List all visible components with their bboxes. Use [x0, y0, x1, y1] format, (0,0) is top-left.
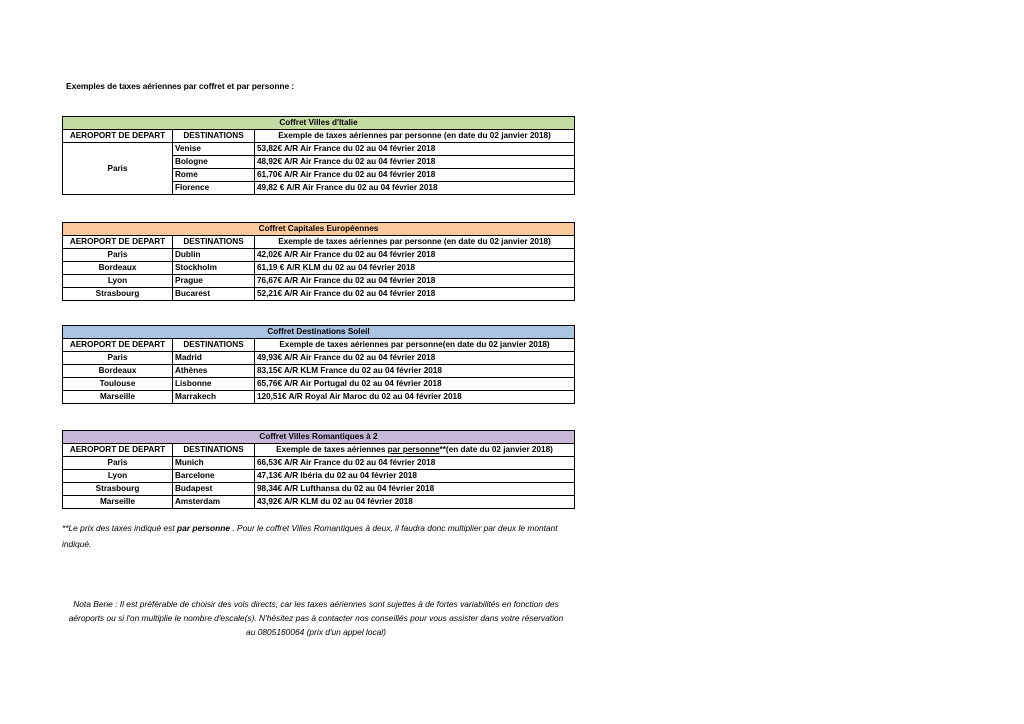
tax-cell: 120,51€ A/R Royal Air Maroc du 02 au 04 février 2018	[255, 391, 575, 404]
table-row	[63, 457, 575, 470]
table-row	[63, 143, 575, 156]
table-row	[63, 352, 575, 365]
destination-cell: Florence	[173, 182, 255, 195]
footnote-pre: **Le prix des taxes indiqué est	[62, 523, 177, 533]
footnote-bold: par personne	[177, 523, 231, 533]
table-title: Coffret Villes d'Italie	[63, 117, 575, 130]
tax-cell: 65,76€ A/R Air Portugal du 02 au 04 février 2018	[255, 378, 575, 391]
destination-cell: Stockholm	[173, 262, 255, 275]
header-tax: Exemple de taxes aériennes par personne(en date du 02 janvier 2018)	[255, 339, 575, 352]
table-row	[63, 365, 575, 378]
destination-cell: Munich	[173, 457, 255, 470]
tax-cell: 61,70€ A/R Air France du 02 au 04 février 2018	[255, 169, 575, 182]
tax-cell: 47,13€ A/R Ibéria du 02 au 04 février 2018	[255, 470, 575, 483]
table-title: Coffret Villes Romantiques à 2	[63, 431, 575, 444]
airport-cell: Strasbourg	[63, 483, 173, 496]
table-row	[63, 378, 575, 391]
airport-cell: Paris	[63, 352, 173, 365]
airport-cell: Paris	[63, 249, 173, 262]
header-tax-post: **(en date du 02 janvier 2018)	[439, 445, 553, 454]
table-row	[63, 288, 575, 301]
header-airport: AEROPORT DE DEPART	[63, 339, 173, 352]
table-coffret-capitales-europeennes	[62, 222, 575, 301]
header-destinations: DESTINATIONS	[173, 130, 255, 143]
footnote-post: . Pour le coffret Villes Romantiques à deux, il faudra donc multiplier par deux le montant indiqué.	[62, 523, 558, 549]
table-row	[63, 483, 575, 496]
table-row	[63, 391, 575, 404]
header-destinations: DESTINATIONS	[173, 444, 255, 457]
airport-cell: Toulouse	[63, 378, 173, 391]
tax-cell: 49,93€ A/R Air France du 02 au 04 février 2018	[255, 352, 575, 365]
destination-cell: Budapest	[173, 483, 255, 496]
tax-cell: 49,82 € A/R Air France du 02 au 04 février 2018	[255, 182, 575, 195]
header-airport: AEROPORT DE DEPART	[63, 444, 173, 457]
table-coffret-destinations-soleil	[62, 325, 575, 404]
tax-cell: 43,92€ A/R KLM du 02 au 04 février 2018	[255, 496, 575, 509]
nota-bene: Nota Bene : Il est préférable de choisir des vols directs, car les taxes aériennes sont sujettes à de fortes variabilités en fonction des aéroports ou si l'on multiplie le nombre d'escale(s). N'hésitez pas à contacter nos conseillés pour vous assister dans votre réservation au 0805160064 (prix d'un appel local)	[68, 599, 564, 637]
airport-cell: Marseille	[63, 496, 173, 509]
destination-cell: Prague	[173, 275, 255, 288]
destination-cell: Amsterdam	[173, 496, 255, 509]
table-row	[63, 275, 575, 288]
header-tax-underlined: par personne	[387, 445, 440, 454]
table-coffret-villes-romantiques	[62, 430, 575, 509]
destination-cell: Marrakech	[173, 391, 255, 404]
header-destinations: DESTINATIONS	[173, 236, 255, 249]
destination-cell: Dublin	[173, 249, 255, 262]
header-tax: Exemple de taxes aériennes par personne (en date du 02 janvier 2018)	[255, 236, 575, 249]
tax-cell: 98,34€ A/R Lufthansa du 02 au 04 février 2018	[255, 483, 575, 496]
destination-cell: Rome	[173, 169, 255, 182]
destination-cell: Venise	[173, 143, 255, 156]
destination-cell: Bucarest	[173, 288, 255, 301]
tax-cell: 83,15€ A/R KLM France du 02 au 04 février 2018	[255, 365, 575, 378]
page-heading: Exemples de taxes aériennes par coffret et par personne :	[66, 81, 295, 91]
header-tax: Exemple de taxes aériennes par personne (en date du 02 janvier 2018)	[255, 130, 575, 143]
destination-cell: Athènes	[173, 365, 255, 378]
table-title: Coffret Capitales Européennes	[63, 223, 575, 236]
airport-cell: Strasbourg	[63, 288, 173, 301]
header-airport: AEROPORT DE DEPART	[63, 130, 173, 143]
tax-cell: 48,92€ A/R Air France du 02 au 04 février 2018	[255, 156, 575, 169]
tax-cell: 53,82€ A/R Air France du 02 au 04 février 2018	[255, 143, 575, 156]
header-destinations: DESTINATIONS	[173, 339, 255, 352]
airport-cell: Paris	[63, 457, 173, 470]
footnote	[62, 520, 582, 552]
table-row	[63, 496, 575, 509]
destination-cell: Bologne	[173, 156, 255, 169]
table-coffret-villes-italie	[62, 116, 575, 195]
tax-cell: 66,53€ A/R Air France du 02 au 04 février 2018	[255, 457, 575, 470]
table-title: Coffret Destinations Soleil	[63, 326, 575, 339]
airport-cell: Marseille	[63, 391, 173, 404]
header-tax-pre: Exemple de taxes aériennes	[276, 445, 388, 454]
destination-cell: Lisbonne	[173, 378, 255, 391]
destination-cell: Madrid	[173, 352, 255, 365]
airport-cell: Bordeaux	[63, 262, 173, 275]
airport-cell: Lyon	[63, 275, 173, 288]
tax-cell: 52,21€ A/R Air France du 02 au 04 février 2018	[255, 288, 575, 301]
table-row	[63, 262, 575, 275]
airport-cell: Lyon	[63, 470, 173, 483]
tax-cell: 61,19 € A/R KLM du 02 au 04 février 2018	[255, 262, 575, 275]
tax-cell: 76,67€ A/R Air France du 02 au 04 février 2018	[255, 275, 575, 288]
header-airport: AEROPORT DE DEPART	[63, 236, 173, 249]
header-tax	[255, 444, 575, 457]
destination-cell: Barcelone	[173, 470, 255, 483]
airport-cell: Paris	[63, 143, 173, 195]
table-row	[63, 249, 575, 262]
tax-cell: 42,02€ A/R Air France du 02 au 04 février 2018	[255, 249, 575, 262]
airport-cell: Bordeaux	[63, 365, 173, 378]
table-row	[63, 470, 575, 483]
